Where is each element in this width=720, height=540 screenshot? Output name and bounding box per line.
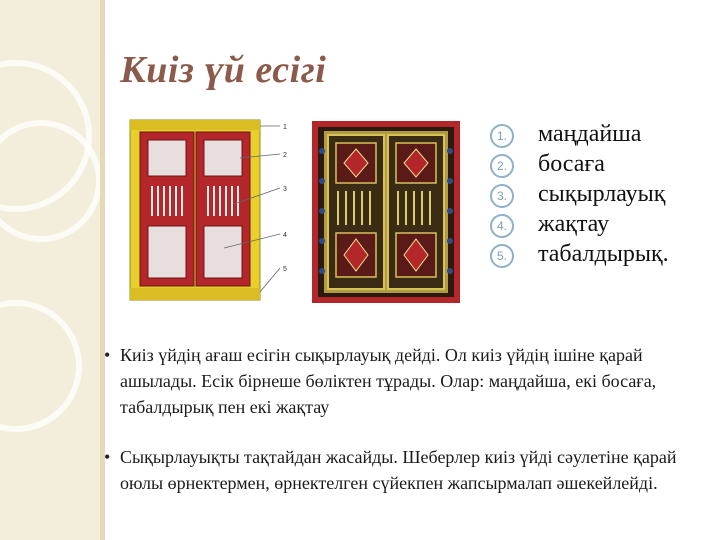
list-number-badge: 5. xyxy=(490,244,514,268)
left-decorative-band xyxy=(0,0,100,540)
part-label: маңдайша xyxy=(538,121,642,147)
decorative-ring xyxy=(0,300,82,432)
bullet-icon: • xyxy=(104,345,111,365)
carved-door-image xyxy=(312,121,460,303)
diagram-number: 5 xyxy=(283,266,287,273)
diagram-number: 3 xyxy=(283,186,287,193)
paragraph-text: Киіз үйдің ағаш есігін сықырлауық дейді. Ол киіз үйдің ішіне қарай ашылады. Есік бірнеше бөліктен тұрады. Олар: маңдайша, екі босаға, табалдырық пен екі жақтау xyxy=(120,345,657,417)
list-number-badge: 3. xyxy=(490,184,514,208)
part-label: босаға xyxy=(538,151,605,177)
diagram-number: 1 xyxy=(283,124,287,131)
door-panel xyxy=(204,226,242,278)
door-panel xyxy=(204,140,242,176)
slide-title: Киіз үй есігі xyxy=(120,49,327,91)
bullet-icon: • xyxy=(104,447,111,467)
diagram-number: 2 xyxy=(283,152,287,159)
list-number-badge: 2. xyxy=(490,154,514,178)
door-panel xyxy=(148,140,186,176)
door-lintel xyxy=(130,120,260,130)
door-panel xyxy=(148,226,186,278)
part-label: табалдырық. xyxy=(538,241,669,267)
door-diagram xyxy=(128,116,300,306)
bullet-paragraph xyxy=(104,444,690,496)
diagram-number: 4 xyxy=(283,232,287,239)
list-number-badge: 1. xyxy=(490,124,514,148)
paragraph-text: Сықырлауықты тақтайдан жасайды. Шеберлер киіз үйді сәулетіне қарай оюлы өрнектермен, өрнектелген сүйекпен жапсырмалап әшекейлейді. xyxy=(120,447,677,493)
list-number-badge: 4. xyxy=(490,214,514,238)
part-label: жақтау xyxy=(538,211,610,237)
bullet-paragraph xyxy=(104,342,690,420)
door-threshold xyxy=(130,288,260,300)
part-label: сықырлауық xyxy=(538,181,666,207)
